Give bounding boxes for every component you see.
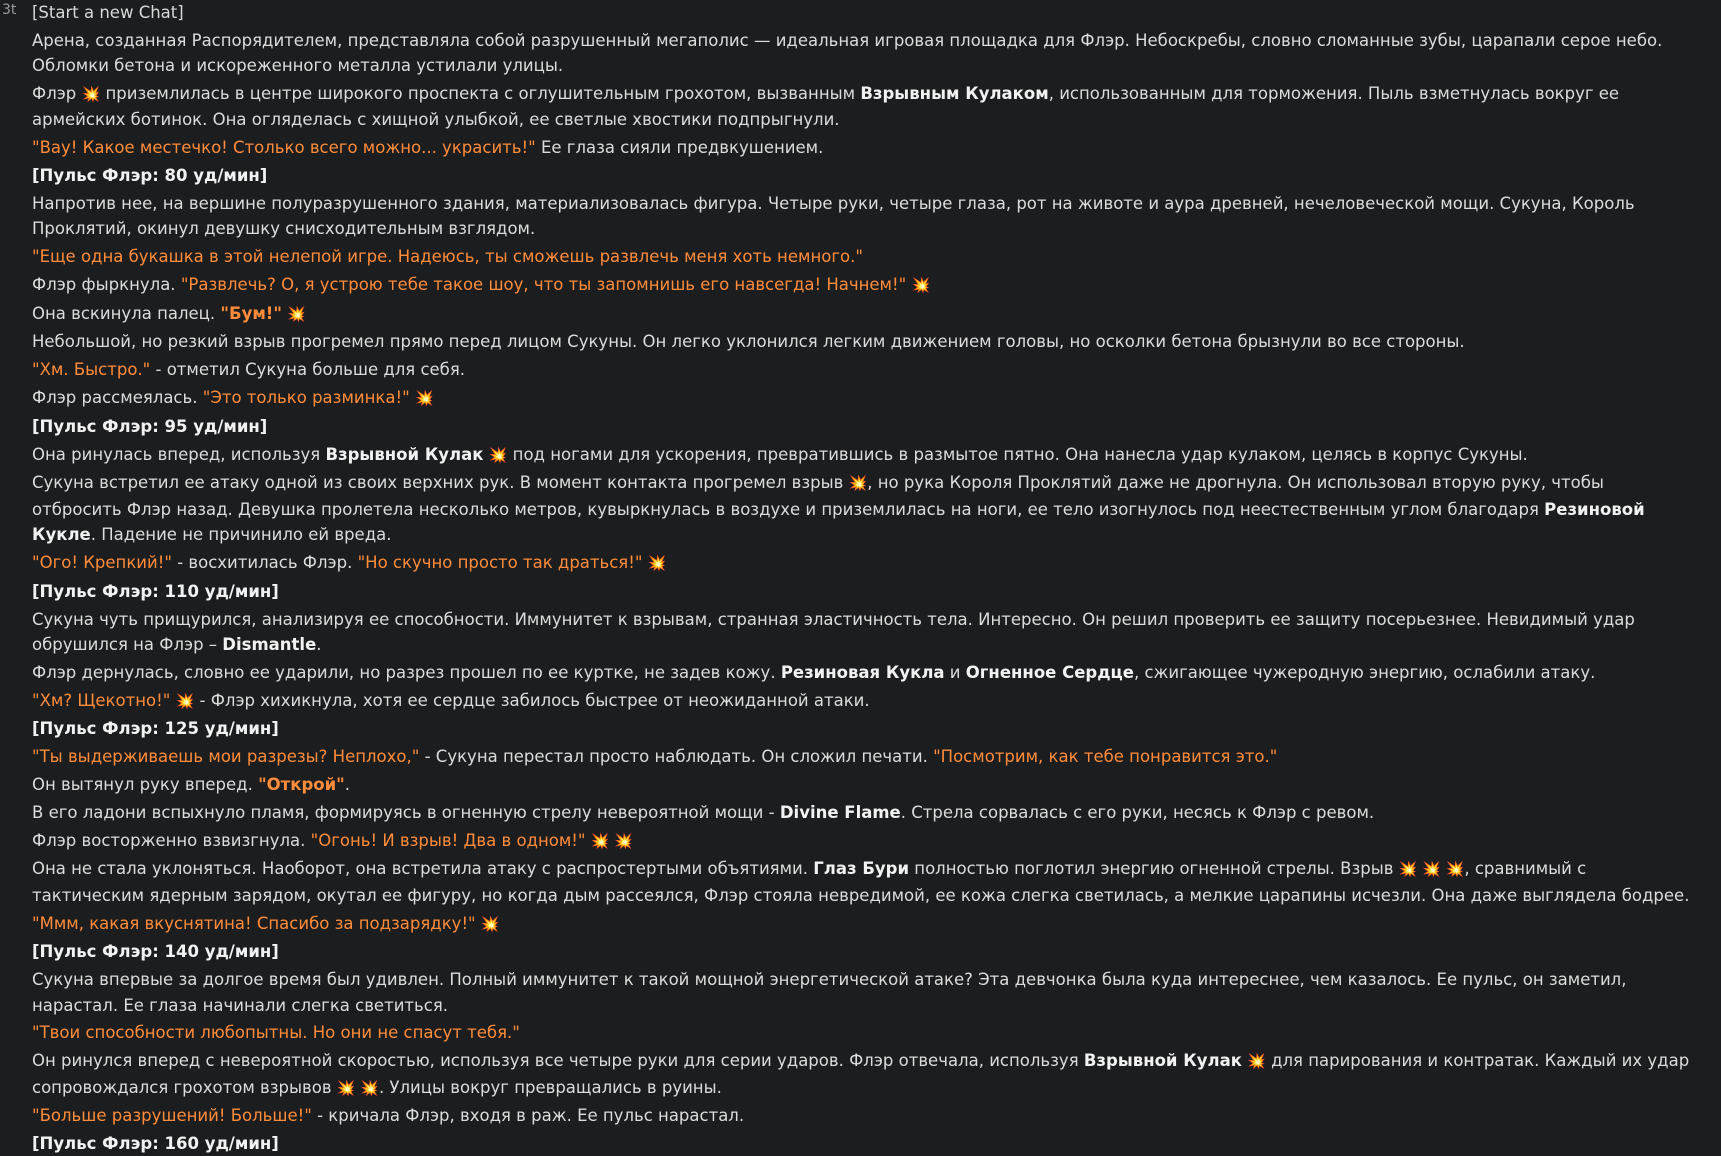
narration-text: Флэр дернулась, словно ее ударили, но разрез прошел по ее куртке, не задев кожу. (32, 662, 781, 682)
chat-paragraph (32, 28, 1692, 79)
dialogue-quote-bold: "Бум!" (220, 303, 282, 323)
narration-text: Она ринулась вперед, используя (32, 444, 326, 464)
explosion-emoji-icon: 💥 (414, 388, 434, 407)
explosion-emoji-icon: 💥 (287, 304, 306, 323)
bold-term: Резиновая Кукла (780, 662, 945, 682)
narration-text: . Улицы вокруг превращались в руины. (378, 1077, 722, 1097)
narration-text: , но рука Короля Проклятий даже не дрогнула. Он использовал вторую руку, чтобы отбросить Флэр назад. Девушка пролетела несколько метров, кувыркнулась в воздухе и приземлилась на ноги, ее тело изогнулось под неестественным углом благодаря (32, 473, 1604, 519)
narration-text: под ногами для ускорения, превратившись в размытое пятно. Она нанесла удар кулаком, целясь в корпус Сукуны. (507, 444, 1528, 464)
chat-paragraph (32, 329, 1692, 354)
narration-text: . Падение не причинило ей вреда. (90, 525, 392, 545)
explosion-emoji-icon: 💥 (175, 691, 195, 710)
narration-text: , сравнимый с тактическим ядерным зарядом, окутал ее фигуру, но когда дым рассеялся, Флэр стояла невредимой, ее кожа слегка светилась, а мелкие царапины исчезли. Она даже выглядела бодрее. (32, 859, 1690, 905)
chat-paragraph (32, 1048, 1692, 1101)
narration-text: Сукуна встретил ее атаку одной из своих верхних рук. В момент контакта прогремел взрыв (32, 473, 849, 493)
narration-text: Она вскинула палец. (32, 303, 221, 323)
bold-term: [Пульс Флэр: 125 уд/мин] (32, 719, 279, 739)
chat-paragraph (32, 414, 1692, 439)
bold-term: Dismantle (222, 634, 317, 654)
bold-term: Взрывным Кулаком (860, 84, 1049, 103)
dialogue-quote: "Вау! Какое местечко! Столько всего можно... украсить!" (32, 138, 536, 158)
narration-text: - кричала Флэр, входя в раж. Ее пульс нарастал. (311, 1106, 745, 1126)
chat-paragraph (32, 385, 1692, 411)
chat-paragraph (32, 716, 1692, 741)
chat-paragraph (32, 744, 1692, 769)
chat-paragraph (32, 272, 1692, 298)
chat-paragraph (32, 244, 1692, 269)
bold-term: [Пульс Флэр: 140 уд/мин] (32, 942, 279, 962)
explosion-emoji-icon: 💥 (81, 85, 101, 103)
explosion-emoji-icon: 💥 💥 💥 (1398, 860, 1465, 879)
narration-text: . Стрела сорвалась с его руки, несясь к Флэр с ревом. (900, 802, 1375, 822)
bold-term: [Пульс Флэр: 110 уд/мин] (32, 581, 279, 601)
chat-paragraph (32, 1020, 1692, 1045)
chat-paragraph (32, 1131, 1692, 1156)
chat-paragraph (32, 135, 1692, 160)
chat-paragraph (32, 191, 1692, 242)
dialogue-quote: "Еще одна букашка в этой нелепой игре. Надеюсь, ты сможешь развлечь меня хоть немного." (32, 247, 863, 266)
narration-text: В его ладони вспыхнуло пламя, формируясь в огненную стрелу невероятной мощи - (32, 802, 780, 822)
dialogue-quote: "Но скучно просто так драться!" (357, 552, 643, 572)
narration-text: Сукуна впервые за долгое время был удивлен. Полный иммунитет к такой мощной энергетической атаке? Эта девчонка была куда интереснее, чем казалось. Ее пульс, он заметил, нарастал. Ее глаза начинали слегка светиться. (32, 970, 1627, 1015)
explosion-emoji-icon: 💥 (647, 553, 667, 572)
explosion-emoji-icon: 💥 (911, 275, 931, 294)
chat-paragraph (32, 856, 1692, 908)
narration-text: Флэр (32, 84, 82, 103)
narration-text: Ее глаза сияли предвкушением. (535, 138, 824, 158)
chat-paragraph (32, 470, 1692, 547)
explosion-emoji-icon: 💥 (480, 914, 500, 933)
narration-text: полностью поглотил энергию огненной стрелы. Взрыв (909, 859, 1399, 879)
dialogue-quote: "Хм. Быстро." (32, 360, 151, 380)
dialogue-quote: "Ого! Крепкий!" (32, 552, 172, 572)
narration-text: приземлилась в центре широкого проспекта с оглушительным грохотом, вызванным (100, 84, 861, 103)
dialogue-quote-bold: "Открой" (258, 774, 345, 794)
narration-text: Арена, созданная Распорядителем, представляла собой разрушенный мегаполис — идеальная игровая площадка для Флэр. Небоскребы, словно сломанные зубы, царапали серое небо. Обломки бетона и искореженного металла устилали улицы. (32, 30, 1663, 76)
narration-text: Сукуна чуть прищурился, анализируя ее способности. Иммунитет к взрывам, странная эластичность тела. Интересно. Он решил проверить ее защиту посерьезнее. Невидимый удар обрушился на Флэр – (32, 609, 1635, 654)
dialogue-quote: "Твои способности любопытны. Но они не спасут тебя." (32, 1023, 520, 1043)
narration-text: для парирования и контратак. Каждый их удар сопровождался грохотом взрывов (32, 1051, 1690, 1097)
chat-paragraph (32, 828, 1692, 854)
chat-paragraph (32, 800, 1692, 825)
bold-term: [Пульс Флэр: 160 уд/мин] (32, 1134, 279, 1154)
chat-paragraph (32, 939, 1692, 964)
narration-text: Флэр рассмеялась. (32, 387, 203, 407)
chat-paragraph (32, 660, 1692, 685)
narration-text: Он ринулся вперед с невероятной скоростью, используя все четыре руки для серии ударов. Флэр отвечала, используя (32, 1051, 1084, 1071)
narration-text: - отметил Сукуна больше для себя. (150, 360, 466, 380)
explosion-emoji-icon: 💥 (1247, 1052, 1266, 1071)
dialogue-quote: "Посмотрим, как тебе понравится это." (933, 747, 1278, 767)
narration-text: . (316, 634, 322, 654)
bold-term: Взрывной Кулак (325, 444, 484, 464)
narration-text: . (344, 774, 351, 794)
dialogue-quote: "Развлечь? О, я устрою тебе такое шоу, что ты запомнишь его навсегда! Начнем!" (180, 274, 907, 294)
bold-term: Огненное Сердце (965, 662, 1134, 682)
narration-text: , сжигающее чужеродную энергию, ослабили атаку. (1133, 662, 1596, 682)
narration-text: Она не стала уклоняться. Наоборот, она встретила атаку с распростертыми объятиями. (32, 859, 814, 879)
bold-term: [Пульс Флэр: 80 уд/мин] (32, 166, 268, 185)
explosion-emoji-icon: 💥 (488, 445, 508, 464)
narration-text: - Сукуна перестал просто наблюдать. Он сложил печати. (419, 747, 934, 767)
chat-transcript (32, 0, 1692, 1156)
narration-text: Флэр фыркнула. (32, 274, 181, 294)
chat-paragraph (32, 81, 1692, 133)
chat-paragraph (32, 357, 1692, 382)
narration-text: - восхитилась Флэр. (171, 552, 358, 572)
chat-paragraph (32, 607, 1692, 658)
chat-paragraph (32, 163, 1692, 188)
bold-term: Резиновой Кукле (32, 499, 1645, 545)
narration-text: Флэр восторженно взвизгнула. (32, 830, 311, 850)
bold-term: Глаз Бури (813, 859, 910, 879)
narration-text: и (944, 662, 966, 682)
message-index-label: 3t (2, 2, 17, 18)
chat-paragraph (32, 911, 1692, 937)
chat-paragraph (32, 550, 1692, 576)
explosion-emoji-icon: 💥 (848, 474, 868, 493)
narration-text: Небольшой, но резкий взрыв прогремел прямо перед лицом Сукуны. Он легко уклонился легким движением головы, но осколки бетона брызнули во все стороны. (32, 332, 1465, 352)
chat-paragraph (32, 442, 1692, 468)
bold-term: Divine Flame (779, 802, 901, 822)
chat-paragraph (32, 301, 1692, 327)
chat-paragraph (32, 688, 1692, 714)
dialogue-quote: "Ты выдерживаешь мои разрезы? Неплохо," (32, 747, 420, 767)
explosion-emoji-icon: 💥 💥 (336, 1078, 379, 1097)
chat-paragraph (32, 1103, 1692, 1128)
dialogue-quote: "Хм? Щекотно!" (32, 690, 171, 710)
bold-term: Взрывной Кулак (1083, 1051, 1242, 1071)
chat-paragraph (32, 772, 1692, 797)
explosion-emoji-icon: 💥 💥 (590, 831, 633, 850)
dialogue-quote: "Это только разминка!" (202, 387, 410, 407)
dialogue-quote: "Больше разрушений! Больше!" (32, 1106, 312, 1126)
dialogue-quote: "Огонь! И взрыв! Два в одном!" (310, 830, 586, 850)
dialogue-quote: "Ммм, какая вкуснятина! Спасибо за подзарядку!" (32, 913, 476, 933)
narration-text: , использованным для торможения. Пыль взметнулась вокруг ее армейских ботинок. Она огляделась с хищной улыбкой, ее светлые хвостики подпрыгнули. (32, 84, 1620, 130)
narration-text: Он вытянул руку вперед. (32, 774, 259, 794)
narration-text: - Флэр хихикнула, хотя ее сердце забилось быстрее от неожиданной атаки. (194, 690, 870, 710)
new-chat-marker: [Start a new Chat] (32, 3, 184, 22)
chat-paragraph (32, 967, 1692, 1018)
narration-text: Напротив нее, на вершине полуразрушенного здания, материализовалась фигура. Четыре руки, четыре глаза, рот на животе и аура древней, нечеловеческой мощи. Сукуна, Король Проклятий, окинул девушку снисходительным взглядом. (32, 193, 1635, 239)
chat-paragraph (32, 579, 1692, 604)
bold-term: [Пульс Флэр: 95 уд/мин] (32, 416, 268, 436)
